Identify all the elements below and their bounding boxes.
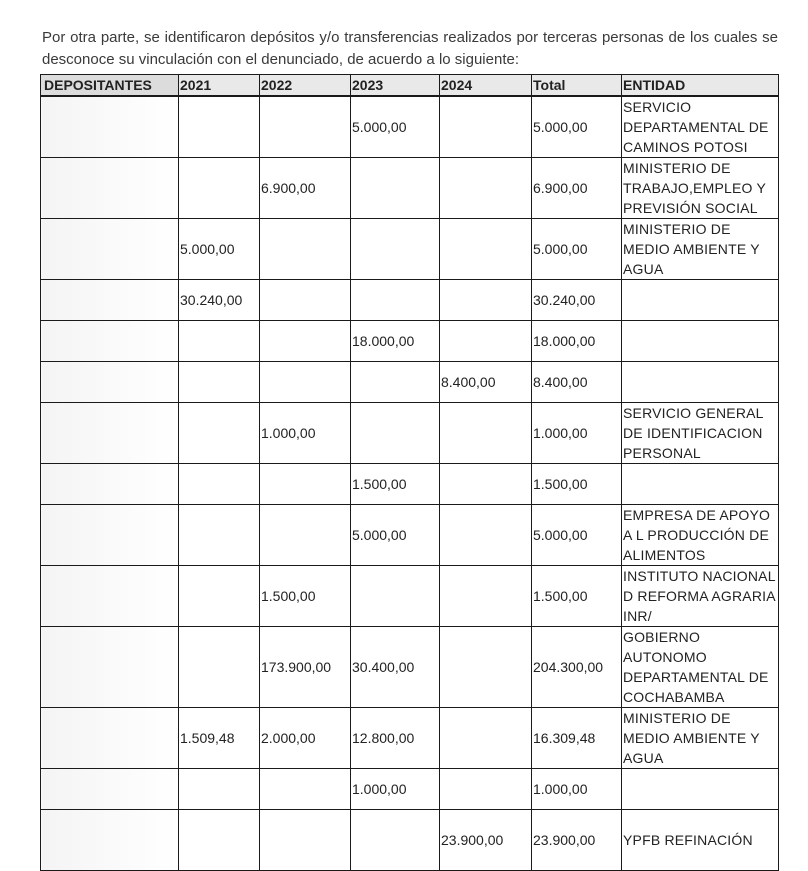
cell-2023: 30.400,00 xyxy=(351,627,440,708)
cell-total: 204.300,00 xyxy=(532,627,622,708)
cell-2023: 12.800,00 xyxy=(351,708,440,769)
cell-2021 xyxy=(179,566,260,627)
cell-total: 18.000,00 xyxy=(532,321,622,362)
cell-entidad: MINISTERIO DE MEDIO AMBIENTE Y AGUA xyxy=(622,219,779,280)
cell-total: 30.240,00 xyxy=(532,280,622,321)
cell-2022 xyxy=(260,769,351,810)
cell-2023 xyxy=(351,158,440,219)
cell-entidad: SERVICIO GENERAL DE IDENTIFICACION PERSONAL xyxy=(622,403,779,464)
cell-2024 xyxy=(440,627,532,708)
cell-entidad xyxy=(622,321,779,362)
cell-entidad xyxy=(622,464,779,505)
cell-2024 xyxy=(440,321,532,362)
cell-entidad xyxy=(622,362,779,403)
depositante-redacted xyxy=(41,96,179,158)
cell-2024: 8.400,00 xyxy=(440,362,532,403)
depositante-redacted xyxy=(41,219,179,280)
cell-2021 xyxy=(179,769,260,810)
cell-total: 8.400,00 xyxy=(532,362,622,403)
cell-2024 xyxy=(440,403,532,464)
depositante-redacted xyxy=(41,158,179,219)
cell-2021 xyxy=(179,810,260,871)
cell-2021: 30.240,00 xyxy=(179,280,260,321)
table-row xyxy=(41,158,779,219)
table-header-row xyxy=(41,75,779,97)
cell-total: 1.000,00 xyxy=(532,769,622,810)
cell-2024 xyxy=(440,158,532,219)
cell-2022: 6.900,00 xyxy=(260,158,351,219)
table-row xyxy=(41,566,779,627)
header-2021: 2021 xyxy=(179,75,260,97)
intro-paragraph: Por otra parte, se identificaron depósitos y/o transferencias realizados por terceras personas de los cuales se desconoce su vinculación con el denunciado, de acuerdo a lo siguiente: xyxy=(42,29,778,68)
depositante-redacted xyxy=(41,627,179,708)
cell-total: 23.900,00 xyxy=(532,810,622,871)
cell-entidad xyxy=(622,280,779,321)
cell-2024: 23.900,00 xyxy=(440,810,532,871)
cell-2024 xyxy=(440,708,532,769)
table-row xyxy=(41,280,779,321)
cell-2022: 2.000,00 xyxy=(260,708,351,769)
cell-2022: 1.500,00 xyxy=(260,566,351,627)
table-row xyxy=(41,769,779,810)
depositante-redacted xyxy=(41,280,179,321)
header-depositantes: DEPOSITANTES xyxy=(41,75,179,97)
deposits-table xyxy=(40,74,779,871)
cell-total: 1.500,00 xyxy=(532,464,622,505)
depositante-redacted xyxy=(41,403,179,464)
cell-2021 xyxy=(179,627,260,708)
cell-total: 6.900,00 xyxy=(532,158,622,219)
cell-entidad: MINISTERIO DE TRABAJO,EMPLEO Y PREVISIÓN SOCIAL xyxy=(622,158,779,219)
cell-2022 xyxy=(260,505,351,566)
cell-entidad: EMPRESA DE APOYO A L PRODUCCIÓN DE ALIMENTOS xyxy=(622,505,779,566)
cell-2022 xyxy=(260,96,351,158)
cell-2022 xyxy=(260,362,351,403)
cell-2021 xyxy=(179,403,260,464)
cell-2021 xyxy=(179,158,260,219)
header-total: Total xyxy=(532,75,622,97)
table-row xyxy=(41,362,779,403)
header-2024: 2024 xyxy=(440,75,532,97)
table-row xyxy=(41,627,779,708)
depositante-redacted xyxy=(41,769,179,810)
cell-2021 xyxy=(179,96,260,158)
depositante-redacted xyxy=(41,321,179,362)
cell-2022 xyxy=(260,321,351,362)
depositante-redacted xyxy=(41,566,179,627)
cell-2022: 173.900,00 xyxy=(260,627,351,708)
cell-total: 1.500,00 xyxy=(532,566,622,627)
cell-entidad: SERVICIO DEPARTAMENTAL DE CAMINOS POTOSI xyxy=(622,96,779,158)
header-2022: 2022 xyxy=(260,75,351,97)
header-2023: 2023 xyxy=(351,75,440,97)
cell-2023: 5.000,00 xyxy=(351,96,440,158)
cell-2024 xyxy=(440,464,532,505)
cell-2024 xyxy=(440,219,532,280)
cell-2021: 5.000,00 xyxy=(179,219,260,280)
cell-2023: 1.000,00 xyxy=(351,769,440,810)
table-row xyxy=(41,219,779,280)
depositante-redacted xyxy=(41,810,179,871)
table-row xyxy=(41,403,779,464)
table-row xyxy=(41,708,779,769)
table-row xyxy=(41,321,779,362)
cell-total: 16.309,48 xyxy=(532,708,622,769)
cell-total: 1.000,00 xyxy=(532,403,622,464)
cell-2023 xyxy=(351,280,440,321)
cell-2022 xyxy=(260,464,351,505)
cell-2021: 1.509,48 xyxy=(179,708,260,769)
cell-2024 xyxy=(440,566,532,627)
table-row xyxy=(41,464,779,505)
cell-2023 xyxy=(351,219,440,280)
cell-entidad: INSTITUTO NACIONAL D REFORMA AGRARIA INR/ xyxy=(622,566,779,627)
cell-2023: 18.000,00 xyxy=(351,321,440,362)
cell-2023 xyxy=(351,362,440,403)
depositante-redacted xyxy=(41,464,179,505)
cell-2023 xyxy=(351,566,440,627)
cell-total: 5.000,00 xyxy=(532,505,622,566)
cell-2023: 5.000,00 xyxy=(351,505,440,566)
cell-entidad xyxy=(622,769,779,810)
cell-2024 xyxy=(440,280,532,321)
cell-total: 5.000,00 xyxy=(532,96,622,158)
depositante-redacted xyxy=(41,708,179,769)
depositante-redacted xyxy=(41,505,179,566)
cell-2023 xyxy=(351,810,440,871)
cell-2022: 1.000,00 xyxy=(260,403,351,464)
cell-entidad: GOBIERNO AUTONOMO DEPARTAMENTAL DE COCHABAMBA xyxy=(622,627,779,708)
cell-2022 xyxy=(260,810,351,871)
cell-2022 xyxy=(260,219,351,280)
header-entidad: ENTIDAD xyxy=(622,75,779,97)
table-row xyxy=(41,810,779,871)
depositante-redacted xyxy=(41,362,179,403)
cell-total: 5.000,00 xyxy=(532,219,622,280)
cell-2021 xyxy=(179,505,260,566)
cell-2024 xyxy=(440,505,532,566)
cell-entidad: MINISTERIO DE MEDIO AMBIENTE Y AGUA xyxy=(622,708,779,769)
cell-2024 xyxy=(440,769,532,810)
cell-2023 xyxy=(351,403,440,464)
cell-entidad: YPFB REFINACIÓN xyxy=(622,810,779,871)
table-row xyxy=(41,96,779,158)
cell-2021 xyxy=(179,464,260,505)
table-row xyxy=(41,505,779,566)
cell-2024 xyxy=(440,96,532,158)
cell-2021 xyxy=(179,321,260,362)
cell-2021 xyxy=(179,362,260,403)
cell-2023: 1.500,00 xyxy=(351,464,440,505)
cell-2022 xyxy=(260,280,351,321)
